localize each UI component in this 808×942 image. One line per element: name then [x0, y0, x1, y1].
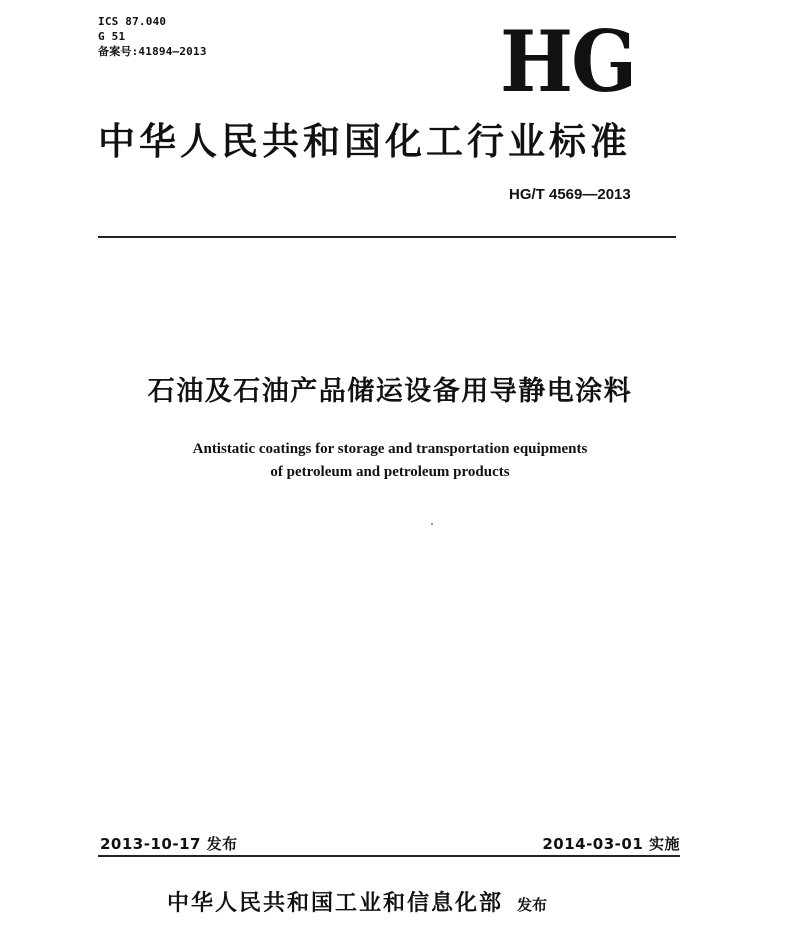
ics-code: ICS 87.040: [98, 15, 167, 28]
industry-standard-heading: 中华人民共和国化工行业标准: [98, 120, 631, 163]
title-en-line-1: Antistatic coatings for storage and transportation equipments: [192, 441, 588, 457]
issue-date: 2013-10-17 发布: [100, 835, 238, 853]
record-number: 备案号:41894—2013: [98, 45, 207, 58]
implementation-date: 2014-03-01 实施: [542, 835, 680, 853]
document-title-english: [0, 438, 780, 484]
document-title-chinese: 石油及石油产品储运设备用导静电涂料: [147, 376, 633, 407]
issuing-authority-line: [167, 886, 547, 917]
ccs-code: G 51: [98, 30, 126, 43]
top-divider: [98, 236, 676, 238]
hg-logo: HG: [500, 12, 636, 111]
bottom-divider: [98, 855, 680, 857]
title-en-line-2: of petroleum and petroleum products: [270, 464, 510, 480]
standard-number: HG/T 4569—2013: [509, 186, 631, 203]
classification-block: [98, 14, 207, 59]
issuing-authority: 中华人民共和国工业和信息化部: [167, 891, 504, 916]
scan-speck: [431, 523, 433, 525]
issued-label: 发布: [517, 896, 548, 914]
